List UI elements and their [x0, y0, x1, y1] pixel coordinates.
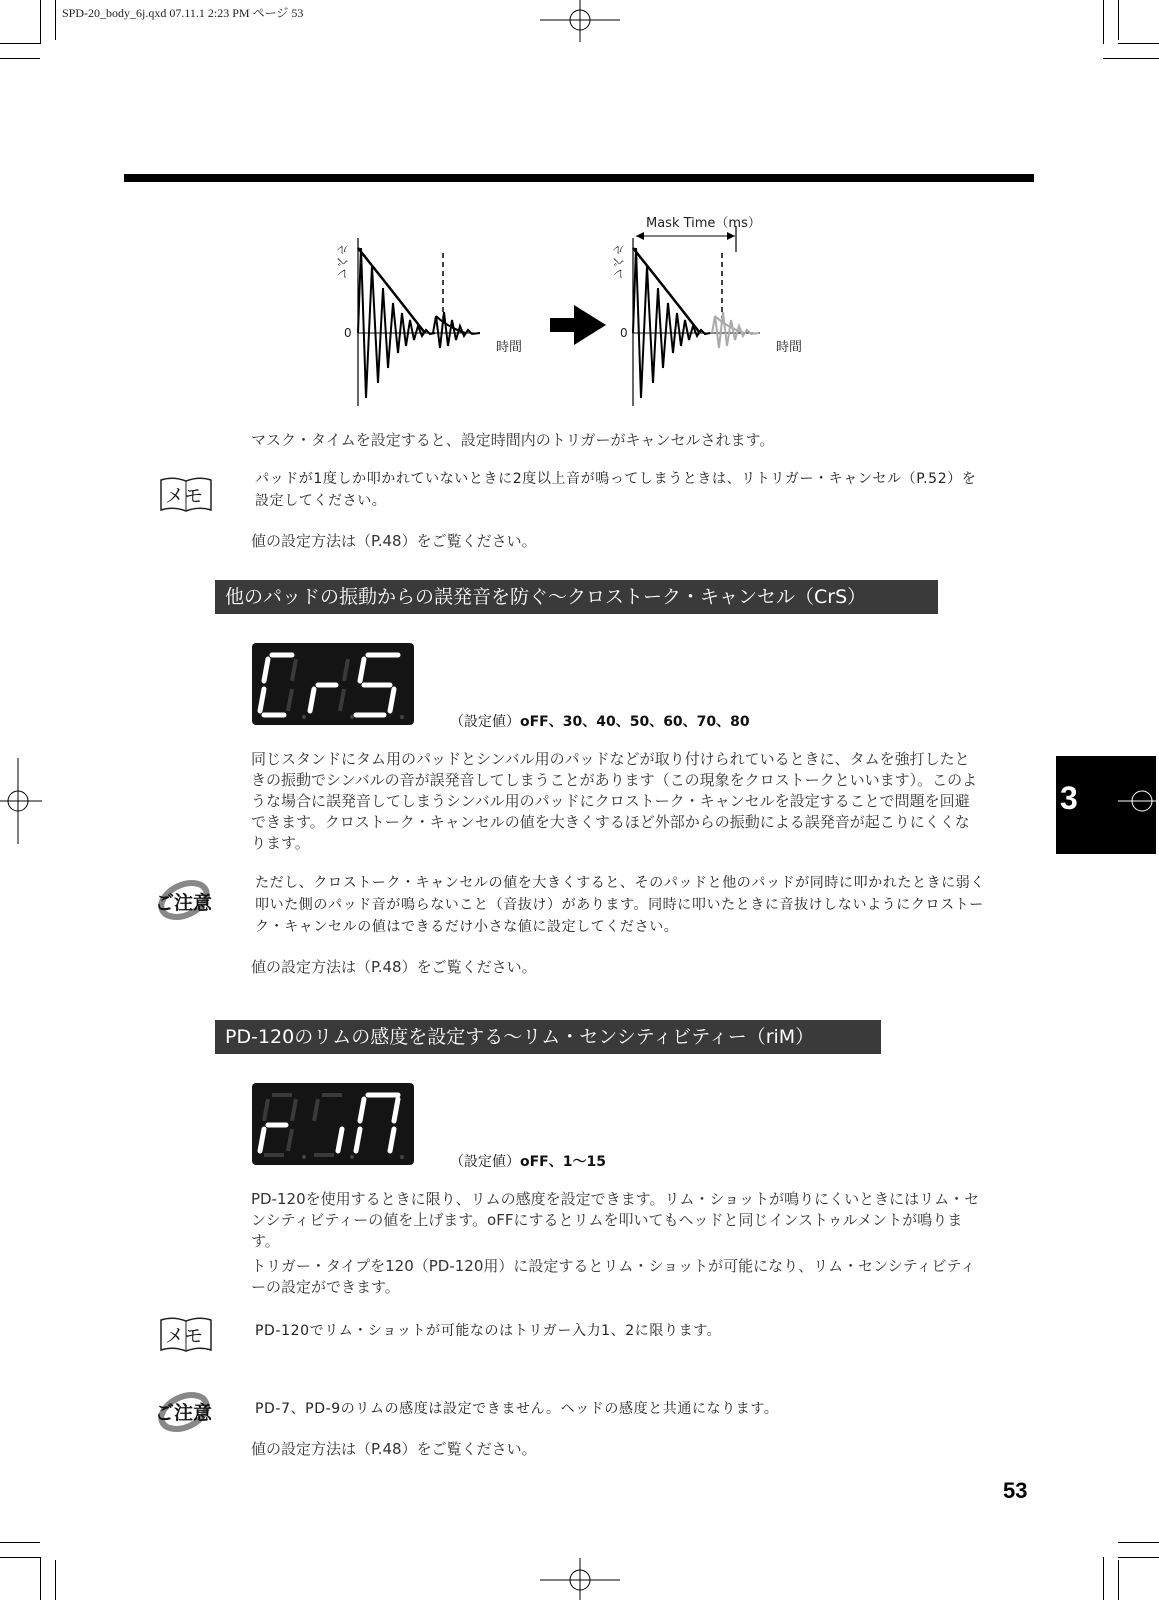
reference-text: 値の設定方法は（P.48）をご覧ください。 [251, 1440, 537, 1458]
values-label: （設定値） [450, 1154, 520, 1170]
reference-text: 値の設定方法は（P.48）をご覧ください。 [251, 532, 537, 550]
crop-mark [55, 0, 56, 40]
top-rule [124, 174, 1034, 182]
crop-mark [1103, 1557, 1104, 1600]
caution-text: ただし、クロストーク・キャンセルの値を大きくすると、そのパッドと他のパッドが同時に叩かれたときに弱く叩いた側のパッド音が鳴らないこと（音抜け）があります。同時に叩いたときに音抜けしないようにクロストーク・キャンセルの値はできるだけ小さな値に設定してください。 [255, 875, 985, 935]
zero-label-right: 0 [620, 326, 628, 340]
crop-mark [1118, 1557, 1159, 1558]
caution-text: PD-7、PD-9のリムの感度は設定できません。ヘッドの感度と共通になります。 [255, 1401, 779, 1417]
y-axis-label-left: レベル [336, 244, 350, 280]
caution-label: ご注意 [155, 1402, 213, 1424]
crop-mark [0, 43, 40, 44]
rim-trigger-type-note: トリガー・タイプを120（PD-120用）に設定するとリム・ショットが可能になり、リム・センシティビティーの設定ができます。 [251, 1257, 976, 1296]
section-heading-rim: PD-120のリムの感度を設定する〜リム・センシティビティー（riM） [215, 1020, 881, 1054]
led-display-crs [252, 643, 414, 725]
crop-mark [0, 1557, 40, 1558]
registration-mark-top [540, 0, 620, 42]
x-axis-label-right: 時間 [776, 340, 803, 355]
crop-mark [1103, 58, 1159, 59]
waveform-before [358, 238, 480, 406]
crop-mark [1118, 0, 1119, 40]
crosstalk-description: 同じスタンドにタム用のパッドとシンバル用のパッドなどが取り付けられているときに、タムを強打したときの振動でシンバルの音が誤発音してしまうことがあります（この現象をクロストークといいます）。このような場合に誤発音してしまうシンバル用のパッドにクロストーク・キャンセルを設定することで問題を回避できます。クロストーク・キャンセルの値を大きくするほど外部からの振動による誤発音が起こりにくくなります。 [251, 750, 978, 852]
waveform-after [633, 226, 760, 406]
values-list: oFF、1〜15 [520, 1154, 606, 1170]
registration-mark-left [0, 758, 42, 844]
page-number: 53 [1003, 1478, 1028, 1503]
setting-values-rim [450, 1151, 606, 1171]
rim-description: PD-120を使用するときに限り、リムの感度を設定できます。リム・ショットが鳴りにくいときにはリム・センシティビティーの値を上げます。oFFにするとリムを叩いてもヘッドと同じインストゥルメントが鳴ります。 [251, 1190, 980, 1250]
led-digits-crs [252, 643, 414, 725]
memo-text: PD-120でリム・ショットが可能なのはトリガー入力1、2に限ります。 [255, 1323, 722, 1339]
diagram-caption: マスク・タイムを設定すると、設定時間内のトリガーがキャンセルされます。 [251, 431, 775, 449]
caution-label: ご注意 [155, 892, 213, 914]
crop-mark [55, 1560, 56, 1600]
file-slug: SPD-20_body_6j.qxd 07.11.1 2:23 PM ページ 53 [62, 6, 304, 20]
crop-mark [1118, 1560, 1119, 1600]
waveform-illustration [330, 208, 820, 408]
memo-text: パッドが1度しか叩かれていないときに2度以上音が鳴ってしまうときは、リトリガー・キャンセル（P.52）を設定してください。 [255, 471, 977, 509]
crop-mark [1103, 0, 1104, 44]
x-axis-label-left: 時間 [496, 340, 523, 355]
chapter-number: 3 [1060, 780, 1078, 816]
section-heading-crosstalk: 他のパッドの振動からの誤発音を防ぐ〜クロストーク・キャンセル（CrS） [215, 580, 938, 614]
y-axis-label-right: レベル [612, 244, 626, 280]
registration-mark-bottom [540, 1558, 620, 1600]
mask-time-label: Mask Time（ms） [646, 216, 761, 231]
arrow-icon [550, 305, 606, 345]
led-digits-rim [252, 1083, 414, 1165]
memo-label: メモ [165, 1325, 204, 1347]
mask-time-diagram [330, 208, 820, 408]
zero-label-left: 0 [344, 326, 352, 340]
values-label: （設定値） [450, 714, 520, 730]
registration-mark-right [1118, 786, 1159, 816]
crop-mark [0, 58, 40, 59]
reference-text: 値の設定方法は（P.48）をご覧ください。 [251, 958, 537, 976]
crop-mark [1118, 1542, 1159, 1543]
led-display-rim [252, 1083, 414, 1165]
setting-values-crs [450, 711, 750, 731]
crop-mark [40, 1557, 41, 1600]
crop-mark [1118, 43, 1159, 44]
crop-mark [40, 0, 41, 44]
values-list: oFF、30、40、50、60、70、80 [520, 714, 750, 730]
memo-label: メモ [165, 485, 204, 507]
crop-mark [0, 1542, 40, 1543]
